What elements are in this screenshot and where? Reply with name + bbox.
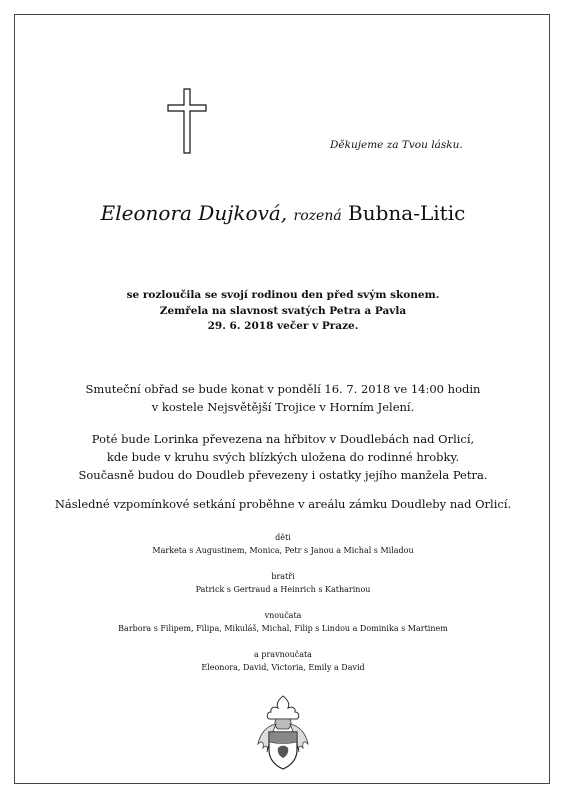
- family-children: [0, 532, 566, 557]
- ceremony-line: v kostele Nejsvětější Trojice v Horním Jelení.: [151, 400, 415, 414]
- family-relation: bratři: [271, 572, 295, 581]
- death-line: se rozloučila se svojí rodinou den před svým skonem.: [126, 289, 440, 301]
- family-names: Eleonora, David, Victoria, Emily a David: [201, 662, 365, 672]
- death-line: 29. 6. 2018 večer v Praze.: [207, 320, 359, 332]
- full-name: Eleonora Dujková,: [100, 201, 288, 225]
- family-relation: vnoučata: [264, 611, 302, 620]
- memorial-gathering: Následné vzpomínkové setkání proběhne v areálu zámku Doudleby nad Orlicí.: [54, 497, 512, 511]
- family-names: Patrick s Gertraud a Heinrich s Katharinou: [195, 584, 371, 594]
- latin-cross-icon: [167, 88, 207, 154]
- transfer-line: Současně budou do Doudleb převezeny i ostatky jejího manžela Petra.: [78, 468, 488, 482]
- family-grandchildren: [0, 610, 566, 635]
- transfer-line: kde bude v kruhu svých blízkých uložena do rodinné hrobky.: [106, 450, 460, 464]
- death-line: Zemřela na slavnost svatých Petra a Pavla: [159, 304, 407, 317]
- family-great-grandchildren: [0, 649, 566, 674]
- family-names: Marketa s Augustinem, Monica, Petr s Janou a Michal s Miladou: [152, 545, 414, 555]
- transfer-line: Poté bude Lorinka převezena na hřbitov v Doudlebách nad Orlicí,: [91, 432, 475, 446]
- family-relation: děti: [275, 533, 291, 542]
- motto: Děkujeme za Tvou lásku.: [330, 139, 463, 151]
- family-names: Barbora s Filipem, Filipa, Mikuláš, Michal, Filip s Lindou a Dominika s Martinem: [118, 623, 448, 633]
- born-label: rozená: [293, 208, 342, 224]
- funeral-ceremony: [0, 380, 566, 416]
- family-coat-of-arms-icon: [254, 692, 312, 774]
- family-relation: a pravnoučata: [254, 650, 312, 659]
- deceased-name: [0, 201, 566, 225]
- maiden-name: Bubna-Litic: [348, 201, 466, 225]
- burial-transfer: [0, 430, 566, 484]
- ceremony-line: Smuteční obřad se bude konat v pondělí 16. 7. 2018 ve 14:00 hodin: [85, 382, 481, 396]
- family-brothers: [0, 571, 566, 596]
- death-announcement: [0, 288, 566, 335]
